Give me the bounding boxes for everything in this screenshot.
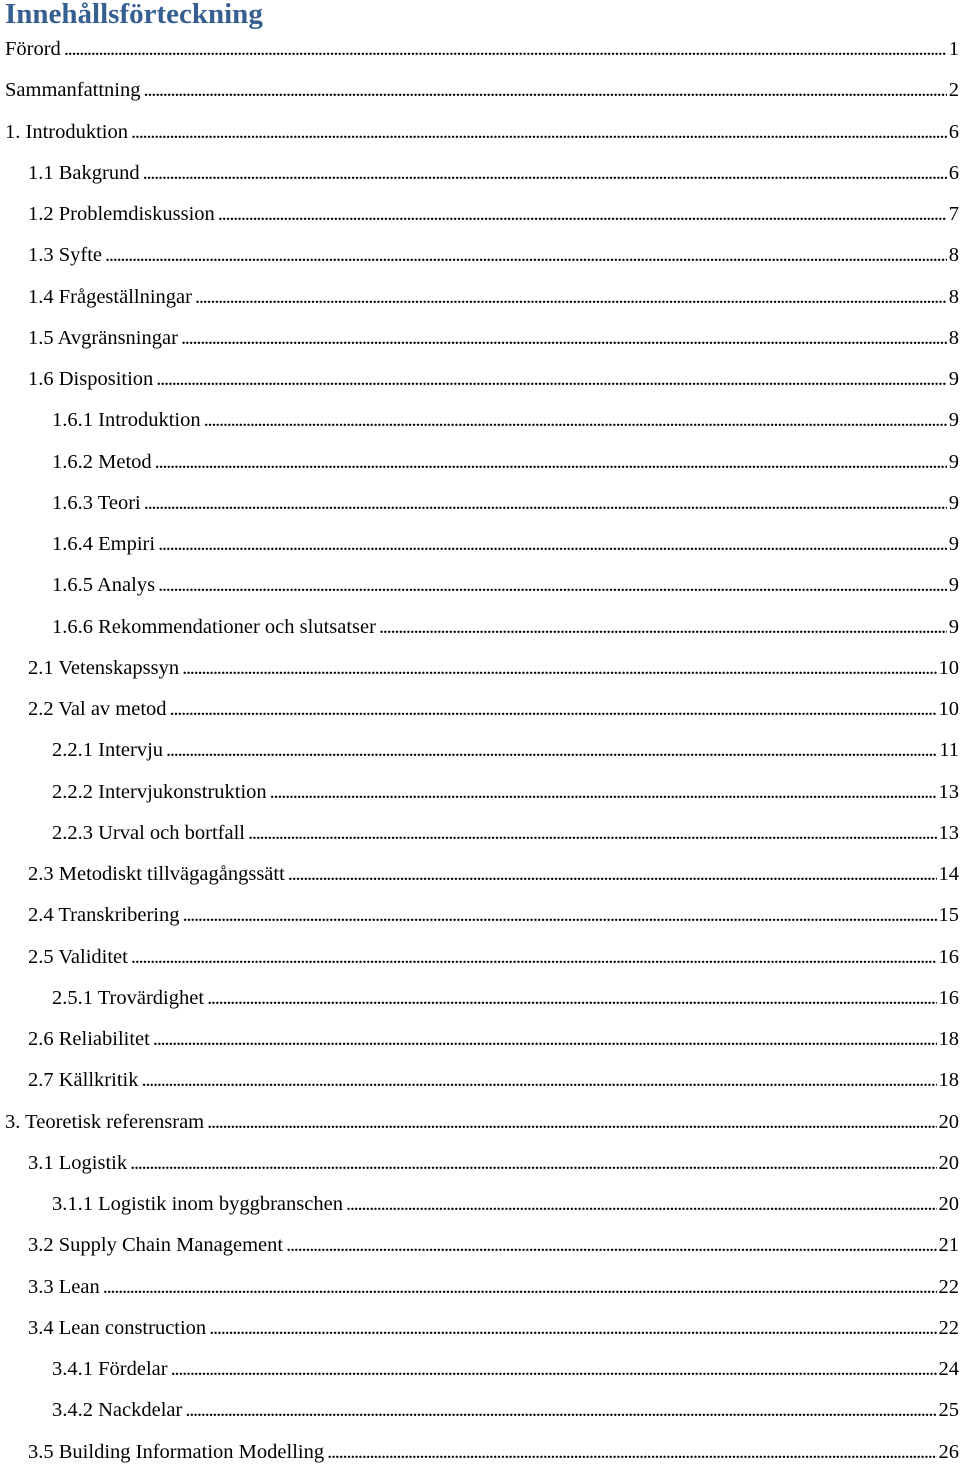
- toc-entry-title: 1.2 Problemdiskussion: [28, 203, 215, 225]
- toc-dot-leader: [209, 1316, 936, 1340]
- toc-entry-line: [0, 1398, 960, 1422]
- toc-entry-page-number: 22: [938, 1275, 959, 1298]
- toc-entry-title: 1.6.3 Teori: [52, 491, 141, 514]
- toc-entry[interactable]: [0, 1308, 960, 1349]
- toc-entry-title: 3.4 Lean construction: [28, 1316, 207, 1339]
- toc-entry-title: 1.5 Avgränsningar: [28, 326, 178, 349]
- toc-entry-title: 3.5 Building Information Modelling: [28, 1440, 325, 1463]
- toc-entry-title: 1.6.4 Empiri: [52, 533, 156, 555]
- toc-entry-page-number: 22: [938, 1316, 959, 1339]
- toc-entry-line: [0, 202, 960, 226]
- toc-entry-page-number: 8: [948, 326, 959, 349]
- toc-entry[interactable]: [0, 1267, 960, 1308]
- toc-entry-page-number: 24: [938, 1358, 959, 1380]
- toc-entry[interactable]: [0, 318, 960, 359]
- toc-dot-leader: [204, 408, 947, 432]
- toc-entry-line: [0, 532, 960, 556]
- toc-entry[interactable]: [0, 730, 960, 771]
- toc-dot-leader: [207, 1110, 936, 1134]
- toc-entry-title: 1.3 Syfte: [28, 244, 103, 267]
- toc-entry[interactable]: [0, 29, 960, 70]
- toc-entry-title: 1.6.6 Rekommendationer och slutsatser: [52, 615, 376, 638]
- toc-entry[interactable]: [0, 442, 960, 483]
- toc-entry[interactable]: [0, 1060, 960, 1101]
- toc-entry-title: 1.4 Frågeställningar: [28, 285, 192, 308]
- toc-entry-title: 1.6.5 Analys: [52, 574, 156, 597]
- toc-entry[interactable]: [0, 483, 960, 524]
- toc-dot-leader: [181, 326, 947, 350]
- toc-entry[interactable]: [0, 112, 960, 153]
- toc-dot-leader: [379, 615, 947, 639]
- toc-entry-line: [0, 573, 960, 597]
- toc-entry[interactable]: [0, 194, 960, 235]
- toc-entry[interactable]: [0, 1143, 960, 1184]
- toc-entry-page-number: 9: [948, 450, 959, 473]
- toc-entry-line: [0, 285, 960, 309]
- toc-entry[interactable]: [0, 689, 960, 730]
- toc-dot-leader: [218, 202, 947, 226]
- toc-dot-leader: [130, 1151, 936, 1175]
- toc-dot-leader: [131, 945, 937, 969]
- toc-entry[interactable]: [0, 772, 960, 813]
- toc-dot-leader: [288, 862, 937, 886]
- toc-entry-line: [0, 161, 960, 185]
- toc-dot-leader: [286, 1233, 936, 1257]
- toc-entry[interactable]: [0, 813, 960, 854]
- toc-title: Innehållsförteckning: [5, 0, 263, 30]
- toc-entry-title: 2.2.1 Intervju: [52, 739, 164, 762]
- toc-entry-title: 2.3 Metodiskt tillvägagångssätt: [28, 863, 285, 885]
- toc-entry[interactable]: [0, 1349, 960, 1390]
- toc-entry-line: [0, 615, 960, 639]
- toc-entry-line: [0, 986, 960, 1010]
- toc-entry-title: 1.6.1 Introduktion: [52, 409, 201, 432]
- toc-entry-line: [0, 862, 960, 886]
- toc-entry-title: 3.3 Lean: [28, 1275, 100, 1298]
- toc-entry-line: [0, 821, 960, 845]
- toc-entry-title: 2.1 Vetenskapssyn: [28, 656, 180, 679]
- toc-entry-page-number: 9: [948, 409, 959, 432]
- toc-entry-page-number: 10: [938, 656, 959, 679]
- toc-entry-title: 3.2 Supply Chain Management: [28, 1234, 284, 1257]
- toc-entry-title: 1. Introduktion: [5, 120, 128, 143]
- toc-entry[interactable]: [0, 359, 960, 400]
- toc-entry-page-number: 13: [938, 780, 959, 803]
- toc-entry[interactable]: [0, 565, 960, 606]
- toc-entry-title: 2.5.1 Trovärdighet: [52, 986, 205, 1009]
- toc-dot-leader: [327, 1440, 936, 1464]
- toc-entry-page-number: 6: [948, 161, 959, 184]
- toc-dot-leader: [103, 1275, 937, 1299]
- toc-dot-leader: [182, 656, 936, 680]
- toc-entry-title: Sammanfattning: [5, 79, 141, 102]
- toc-entry-title: 2.4 Transkribering: [28, 904, 180, 927]
- toc-entry-page-number: 13: [938, 821, 959, 844]
- toc-entry-line: [0, 450, 960, 474]
- toc-entry-title: 1.6.2 Metod: [52, 450, 152, 473]
- toc-dot-leader: [158, 573, 947, 597]
- toc-entry[interactable]: [0, 70, 960, 111]
- toc-entry-page-number: 18: [938, 1069, 959, 1092]
- toc-entry-line: [0, 697, 960, 721]
- toc-entry-page-number: 21: [938, 1234, 959, 1257]
- toc-entry-page-number: 18: [938, 1028, 959, 1050]
- toc-entry-title: 1.6 Disposition: [28, 368, 154, 390]
- toc-entry-page-number: 9: [948, 491, 959, 514]
- toc-entry[interactable]: [0, 524, 960, 565]
- toc-entry-title: 1.1 Bakgrund: [28, 161, 140, 184]
- toc-entry-line: [0, 326, 960, 350]
- toc-entry-line: [0, 1027, 960, 1051]
- toc-entry-page-number: 8: [948, 285, 959, 308]
- toc-entry-page-number: 16: [938, 945, 959, 968]
- toc-entry-page-number: 16: [938, 986, 959, 1009]
- toc-entry-page-number: 9: [948, 574, 959, 597]
- toc-entry-page-number: 15: [938, 904, 959, 927]
- toc-entry-page-number: 14: [938, 863, 959, 885]
- toc-dot-leader: [185, 1398, 936, 1422]
- toc-dot-leader: [141, 1068, 936, 1092]
- toc-entry-line: [0, 120, 960, 144]
- toc-dot-leader: [346, 1192, 937, 1216]
- toc-entry[interactable]: [0, 235, 960, 276]
- toc-dot-leader: [270, 780, 937, 804]
- toc-entry-title: Förord: [5, 38, 61, 60]
- toc-entry[interactable]: [0, 854, 960, 895]
- toc-entry-line: [0, 1192, 960, 1216]
- toc-entry-title: 2.7 Källkritik: [28, 1069, 139, 1092]
- toc-entry-title: 2.2.3 Urval och bortfall: [52, 821, 245, 844]
- toc-list: [0, 29, 960, 1473]
- toc-entry-page-number: 9: [948, 368, 959, 390]
- toc-dot-leader: [171, 1357, 937, 1381]
- toc-entry-line: [0, 780, 960, 804]
- toc-entry[interactable]: [0, 153, 960, 194]
- toc-entry-page-number: 7: [948, 203, 959, 225]
- toc-entry-line: [0, 408, 960, 432]
- toc-entry-line: [0, 1151, 960, 1175]
- toc-entry-page-number: 8: [948, 244, 959, 267]
- toc-dot-leader: [182, 903, 936, 927]
- toc-dot-leader: [153, 1027, 937, 1051]
- toc-entry-line: [0, 656, 960, 680]
- toc-entry-title: 2.2.2 Intervjukonstruktion: [52, 780, 267, 803]
- toc-dot-leader: [156, 367, 946, 391]
- toc-dot-leader: [144, 78, 947, 102]
- toc-dot-leader: [144, 491, 947, 515]
- toc-entry-line: [0, 903, 960, 927]
- toc-entry-line: [0, 367, 960, 391]
- toc-entry[interactable]: [0, 648, 960, 689]
- toc-dot-leader: [158, 532, 947, 556]
- toc-dot-leader: [105, 243, 947, 267]
- toc-entry-page-number: 20: [938, 1110, 959, 1133]
- toc-entry[interactable]: [0, 978, 960, 1019]
- toc-entry-line: [0, 945, 960, 969]
- toc-entry-line: [0, 37, 960, 61]
- toc-entry-title: 3. Teoretisk referensram: [5, 1110, 205, 1133]
- toc-entry[interactable]: [0, 1225, 960, 1266]
- toc-dot-leader: [143, 161, 947, 185]
- toc-entry[interactable]: [0, 895, 960, 936]
- toc-entry-page-number: 26: [938, 1440, 959, 1463]
- toc-entry-title: 2.6 Reliabilitet: [28, 1028, 150, 1050]
- toc-entry-page-number: 25: [938, 1399, 959, 1422]
- toc-entry[interactable]: [0, 1184, 960, 1225]
- toc-entry-line: [0, 738, 960, 762]
- toc-entry-line: [0, 491, 960, 515]
- toc-entry-line: [0, 1233, 960, 1257]
- toc-entry-line: [0, 78, 960, 102]
- toc-entry-page-number: 20: [938, 1193, 959, 1215]
- toc-dot-leader: [207, 986, 936, 1010]
- toc-dot-leader: [248, 821, 937, 845]
- toc-entry-page-number: 9: [948, 615, 959, 638]
- toc-entry[interactable]: [0, 1432, 960, 1473]
- toc-entry-page-number: 6: [948, 120, 959, 143]
- toc-entry-line: [0, 1275, 960, 1299]
- toc-entry-line: [0, 1068, 960, 1092]
- toc-entry-page-number: 9: [948, 533, 959, 555]
- toc-entry[interactable]: [0, 937, 960, 978]
- toc-entry-page-number: 20: [938, 1151, 959, 1174]
- toc-entry-line: [0, 243, 960, 267]
- toc-entry-line: [0, 1316, 960, 1340]
- toc-dot-leader: [155, 450, 947, 474]
- toc-entry-title: 3.4.2 Nackdelar: [52, 1399, 183, 1422]
- toc-entry[interactable]: [0, 607, 960, 648]
- toc-entry-title: 3.4.1 Fördelar: [52, 1358, 168, 1380]
- toc-entry[interactable]: [0, 1102, 960, 1143]
- toc-entry[interactable]: [0, 1390, 960, 1431]
- toc-dot-leader: [170, 697, 937, 721]
- toc-entry-page-number: 2: [948, 79, 959, 102]
- toc-entry-line: [0, 1110, 960, 1134]
- toc-entry-line: [0, 1440, 960, 1464]
- toc-dot-leader: [195, 285, 947, 309]
- toc-entry[interactable]: [0, 277, 960, 318]
- toc-entry-title: 2.5 Validitet: [28, 945, 128, 968]
- toc-entry-line: [0, 1357, 960, 1381]
- toc-dot-leader: [166, 738, 937, 762]
- toc-entry-page-number: 11: [939, 739, 959, 762]
- toc-entry-page-number: 1: [948, 38, 959, 60]
- toc-entry-title: 2.2 Val av metod: [28, 698, 167, 720]
- toc-entry-title: 3.1 Logistik: [28, 1151, 128, 1174]
- toc-entry[interactable]: [0, 400, 960, 441]
- toc-entry[interactable]: [0, 1019, 960, 1060]
- toc-entry-title: 3.1.1 Logistik inom byggbranschen: [52, 1193, 343, 1215]
- toc-entry-page-number: 10: [938, 698, 959, 720]
- toc-dot-leader: [64, 37, 947, 61]
- toc-dot-leader: [131, 120, 947, 144]
